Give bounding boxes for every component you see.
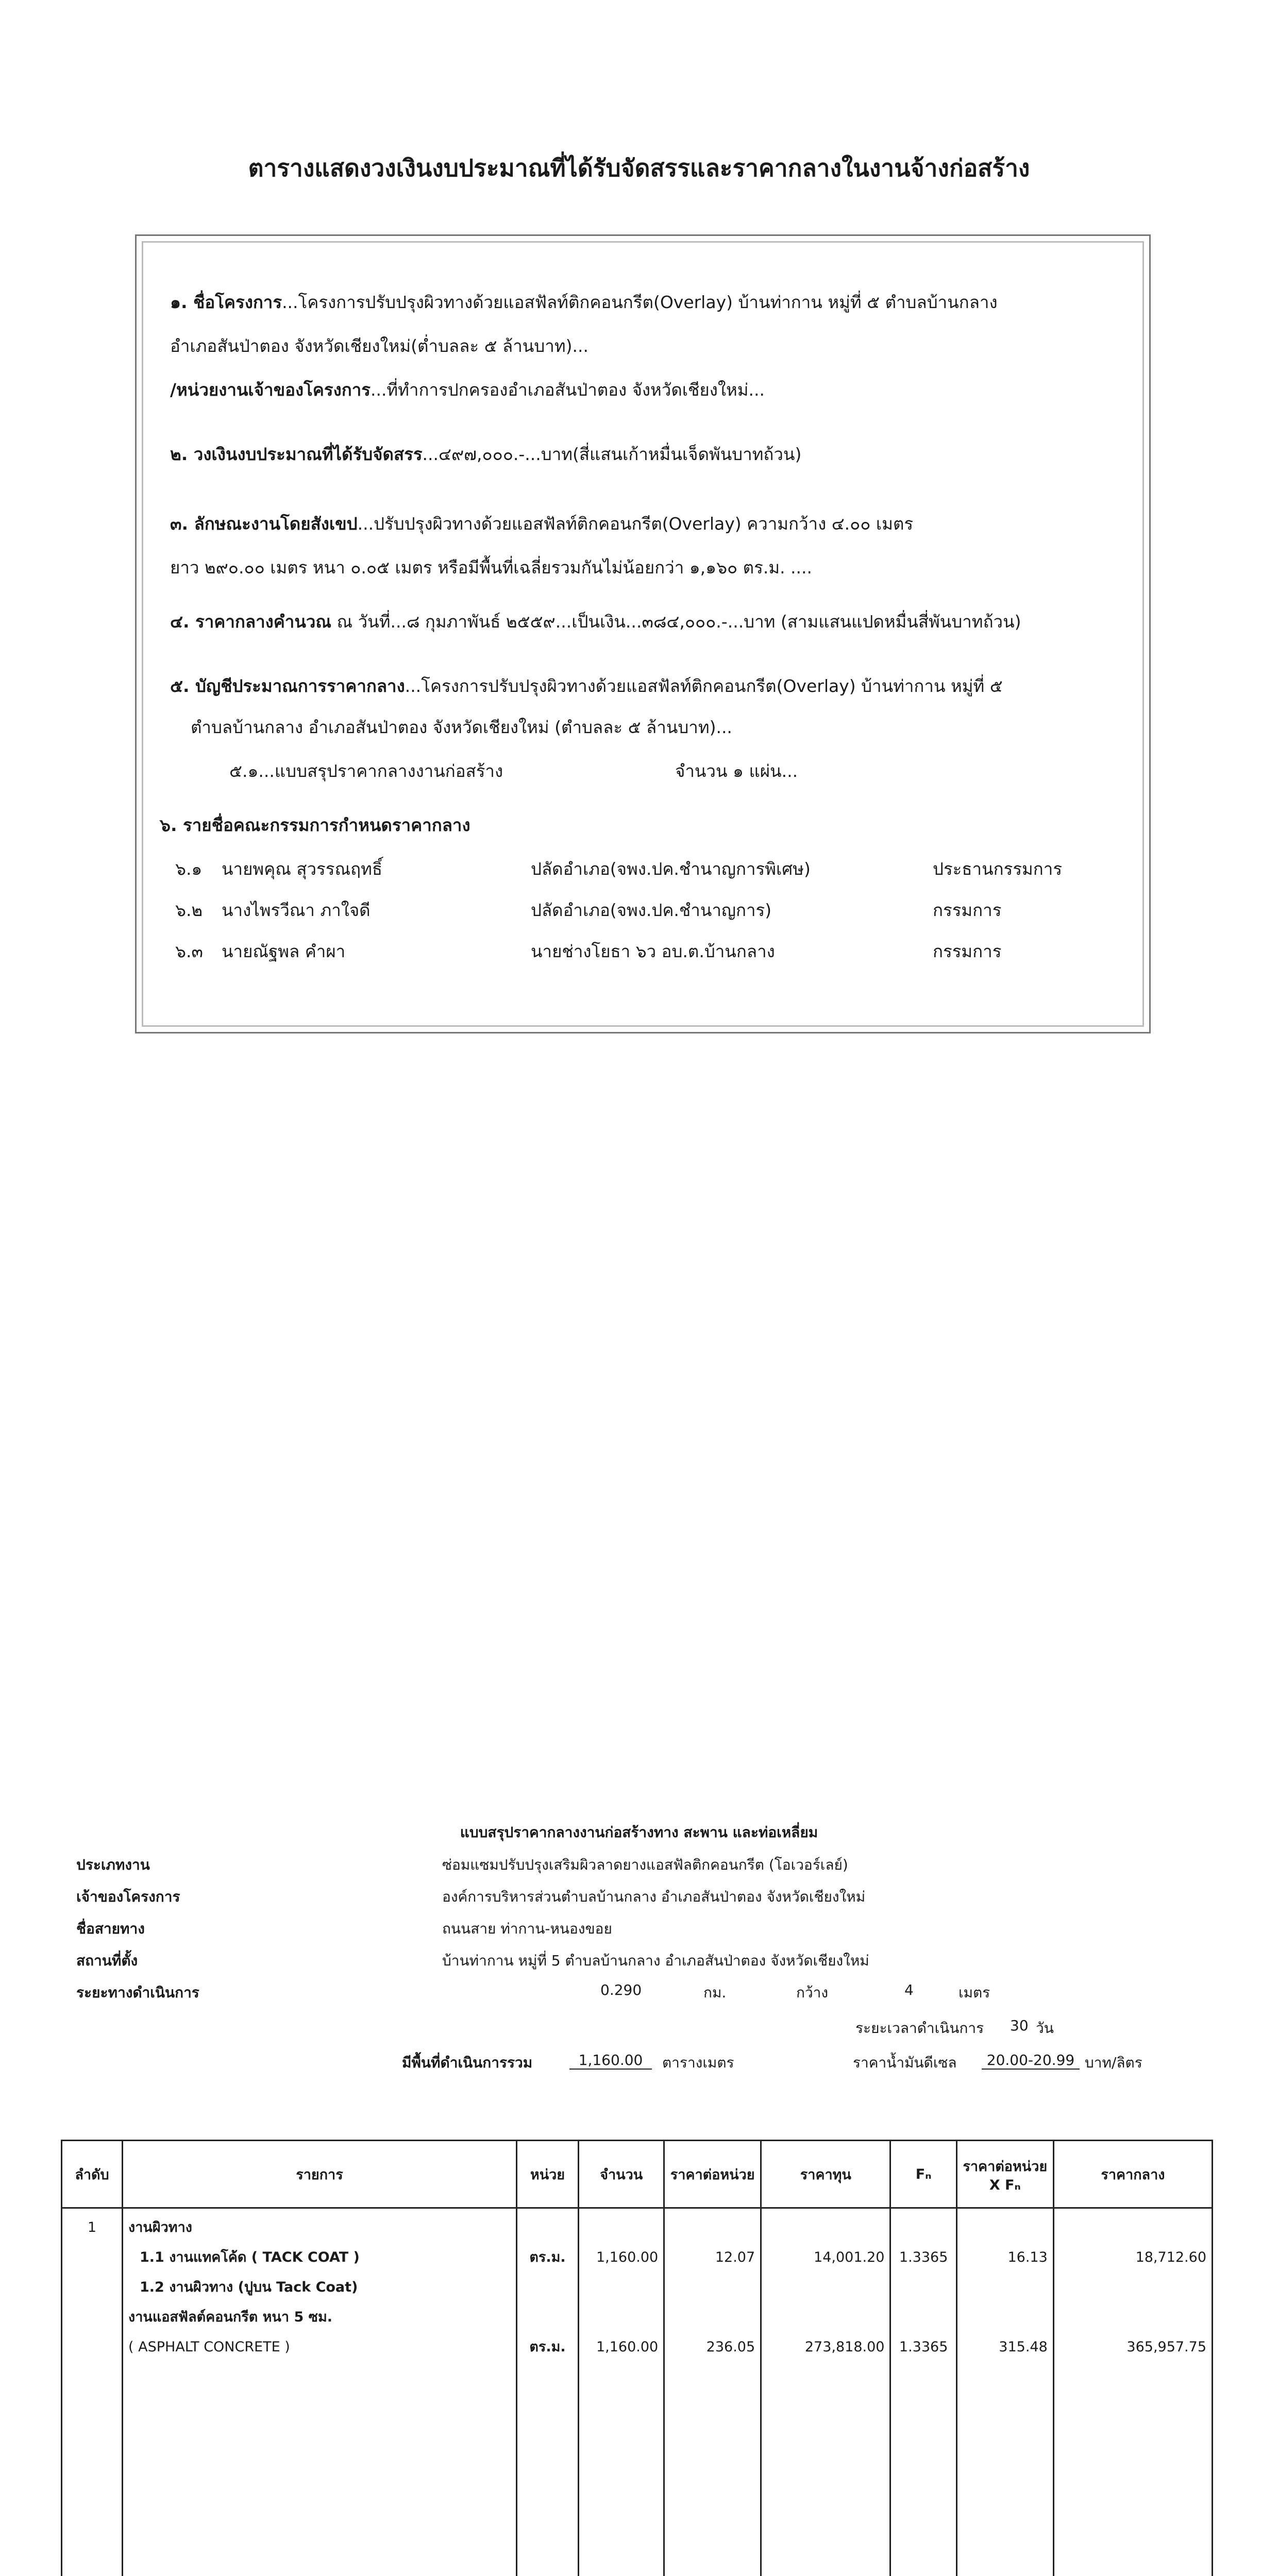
- row1-name: 1.1 งานแทคโค้ด ( TACK COAT ): [140, 2249, 360, 2265]
- item2-line: [170, 443, 801, 466]
- item5-line: [170, 675, 1003, 698]
- info-value-location: บ้านท่ากาน หมู่ที่ 5 ตำบลบ้านกลาง อำเภอสันป่าตอง จังหวัดเชียงใหม่: [442, 1952, 869, 1969]
- diesel-label: ราคาน้ำมันดีเซล: [853, 2054, 957, 2071]
- item1-text: ...โครงการปรับปรุงผิวทางด้วยแอสฟัลท์ติกคอนกรีต(Overlay) บ้านท่ากาน หมู่ที่ ๕ ตำบลบ้านกลาง: [282, 292, 998, 312]
- col-header-fn: Fₙ: [890, 2141, 956, 2208]
- col-header-qty: จำนวน: [579, 2141, 664, 2208]
- committee-1-position: ปลัดอำเภอ(จพง.ปค.ชำนาญการพิเศษ): [531, 859, 811, 879]
- row2-cost: 273,818.00: [804, 2339, 885, 2355]
- col-header-unit: หน่วย: [516, 2141, 578, 2208]
- row2-unit-x-fn: 315.48: [999, 2339, 1048, 2355]
- item1-head: ๑. ชื่อโครงการ: [170, 292, 282, 312]
- col-header-unit-price: ราคาต่อหน่วย: [664, 2141, 761, 2208]
- committee-1-no: ๖.๑: [175, 859, 203, 879]
- committee-3-name: นายณัฐพล คำผา: [222, 941, 346, 961]
- diesel-unit: บาท/ลิตร: [1085, 2054, 1142, 2071]
- item5-1-text: ๕.๑...แบบสรุปราคากลางงานก่อสร้าง: [229, 761, 503, 781]
- row1-fn: 1.3365: [899, 2249, 948, 2265]
- item5-1-qty: จำนวน ๑ แผ่น...: [675, 761, 798, 781]
- item5-line2: ตำบลบ้านกลาง อำเภอสันป่าตอง จังหวัดเชียงใหม่ (ตำบลละ ๕ ล้านบาท)...: [191, 717, 732, 737]
- duration-label: ระยะเวลาดำเนินการ: [855, 2020, 984, 2037]
- area-label: มีพื้นที่ดำเนินการรวม: [402, 2054, 533, 2071]
- info-value-owner: องค์การบริหารส่วนตำบลบ้านกลาง อำเภอสันป่าตอง จังหวัดเชียงใหม่: [442, 1888, 866, 1905]
- group-name: งานผิวทาง: [128, 2219, 192, 2235]
- row1-unit-price: 12.07: [715, 2249, 755, 2265]
- info-value-road: ถนนสาย ท่ากาน-หนองขอย: [442, 1920, 612, 1937]
- row1-qty: 1,160.00: [596, 2249, 659, 2265]
- committee-2-name: นางไพรวีณา ภาใจดี: [222, 900, 371, 920]
- item1-line: [170, 291, 998, 314]
- item3-line: [170, 513, 913, 535]
- committee-2-position: ปลัดอำเภอ(จพง.ปค.ชำนาญการ): [531, 900, 772, 920]
- area-value: 1,160.00: [569, 2052, 652, 2070]
- col-header-cost: ราคาทุน: [761, 2141, 890, 2208]
- distance-value: 0.290: [600, 1981, 642, 1998]
- info-label-owner: เจ้าของโครงการ: [76, 1888, 180, 1905]
- item5-text: ...โครงการปรับปรุงผิวทางด้วยแอสฟัลท์ติกคอนกรีต(Overlay) บ้านท่ากาน หมู่ที่ ๕: [405, 676, 1003, 696]
- row1-unit-x-fn: 16.13: [1007, 2249, 1048, 2265]
- table-body-row: [62, 2208, 1213, 2576]
- item4-line: [170, 611, 1021, 633]
- duration-unit: วัน: [1036, 2020, 1054, 2037]
- committee-3-position: นายช่างโยธา ๖ว อบ.ต.บ้านกลาง: [531, 941, 775, 961]
- page2-title: แบบสรุปราคากลางงานก่อสร้างทาง สะพาน และท่อเหลี่ยม: [460, 1824, 818, 1841]
- duration-value: 30: [1010, 2017, 1029, 2034]
- row2-name3: ( ASPHALT CONCRETE ): [128, 2339, 290, 2355]
- row1-median: 18,712.60: [1135, 2249, 1206, 2265]
- item3-head: ๓. ลักษณะงานโดยสังเขป: [170, 514, 358, 534]
- item1-owner-line: [170, 379, 765, 401]
- row1-cost: 14,001.20: [814, 2249, 885, 2265]
- row1-unit: ตร.ม.: [529, 2249, 566, 2265]
- item4-head: ๔. ราคากลางคำนวณ: [170, 612, 332, 632]
- item3-text: ...ปรับปรุงผิวทางด้วยแอสฟัลท์ติกคอนกรีต(Overlay) ความกว้าง ๔.๐๐ เมตร: [357, 514, 914, 534]
- item3-line2: ยาว ๒๙๐.๐๐ เมตร หนา ๐.๐๕ เมตร หรือมีพื้นที่เฉลี่ยรวมกันไม่น้อยกว่า ๑,๑๖๐ ตร.ม. ....: [170, 557, 813, 578]
- width-unit: เมตร: [959, 1984, 990, 2001]
- page1-title: ตารางแสดงวงเงินงบประมาณที่ได้รับจัดสรรและราคากลางในงานจ้างก่อสร้าง: [248, 154, 1030, 182]
- info-label-type: ประเภทงาน: [76, 1856, 150, 1873]
- row2-name2: งานแอสฟัลต์คอนกรีต หนา 5 ซม.: [128, 2309, 333, 2325]
- committee-2-no: ๖.๒: [175, 900, 203, 920]
- col-header-item: รายการ: [123, 2141, 517, 2208]
- committee-3-role: กรรมการ: [933, 941, 1002, 961]
- cost-table: [61, 2140, 1213, 2576]
- info-label-distance: ระยะทางดำเนินการ: [76, 1984, 199, 2001]
- row2-median: 365,957.75: [1126, 2339, 1206, 2355]
- item6-head: ๖. รายชื่อคณะกรรมการกำหนดราคากลาง: [160, 815, 470, 835]
- item5-head: ๕. บัญชีประมาณการราคากลาง: [170, 676, 405, 696]
- width-label: กว้าง: [796, 1984, 829, 2001]
- col-header-median: ราคากลาง: [1053, 2141, 1212, 2208]
- row2-qty: 1,160.00: [596, 2339, 659, 2355]
- item2-text: ...๔๙๗,๐๐๐.-...บาท(สี่แสนเก้าหมื่นเจ็ดพันบาทถ้วน): [422, 444, 802, 464]
- item4-text: ณ วันที่...๘ กุมภาพันธ์ ๒๕๕๙...เป็นเงิน...๓๘๔,๐๐๐.-...บาท (สามแสนแปดหมื่นสี่พันบาทถ้วน): [337, 612, 1021, 632]
- row2-fn: 1.3365: [899, 2339, 948, 2355]
- width-value: 4: [904, 1981, 914, 1998]
- row2-name: 1.2 งานผิวทาง (ปูบน Tack Coat): [140, 2279, 358, 2295]
- table-header-row: [62, 2141, 1213, 2208]
- area-unit: ตารางเมตร: [662, 2054, 734, 2071]
- committee-1-role: ประธานกรรมการ: [933, 859, 1063, 879]
- committee-3-no: ๖.๓: [175, 941, 203, 961]
- committee-1-name: นายพคุณ สุวรรณฤทธิ์: [222, 859, 382, 879]
- info-label-road: ชื่อสายทาง: [76, 1920, 145, 1937]
- col-header-unit-x-fn: ราคาต่อหน่วย X Fₙ: [956, 2141, 1053, 2208]
- item2-head: ๒. วงเงินงบประมาณที่ได้รับจัดสรร: [170, 444, 423, 464]
- info-value-type: ซ่อมแซมปรับปรุงเสริมผิวลาดยางแอสฟัลติกคอนกรีต (โอเวอร์เลย์): [442, 1856, 848, 1873]
- committee-2-role: กรรมการ: [933, 900, 1002, 920]
- item1-owner-text: ...ที่ทำการปกครองอำเภอสันป่าตอง จังหวัดเชียงใหม่...: [370, 380, 765, 400]
- diesel-value: 20.00-20.99: [982, 2052, 1080, 2070]
- col-header-no: ลำดับ: [62, 2141, 123, 2208]
- info-label-location: สถานที่ตั้ง: [76, 1952, 138, 1969]
- row2-unit-price: 236.05: [706, 2339, 755, 2355]
- group-no: 1: [87, 2219, 97, 2235]
- distance-unit: กม.: [703, 1984, 727, 2001]
- item1-line2: อำเภอสันป่าตอง จังหวัดเชียงใหม่(ต่ำบลละ ๕ ล้านบาท)...: [170, 336, 588, 356]
- item1-owner-head: /หน่วยงานเจ้าของโครงการ: [170, 380, 371, 400]
- row2-unit: ตร.ม.: [529, 2339, 566, 2355]
